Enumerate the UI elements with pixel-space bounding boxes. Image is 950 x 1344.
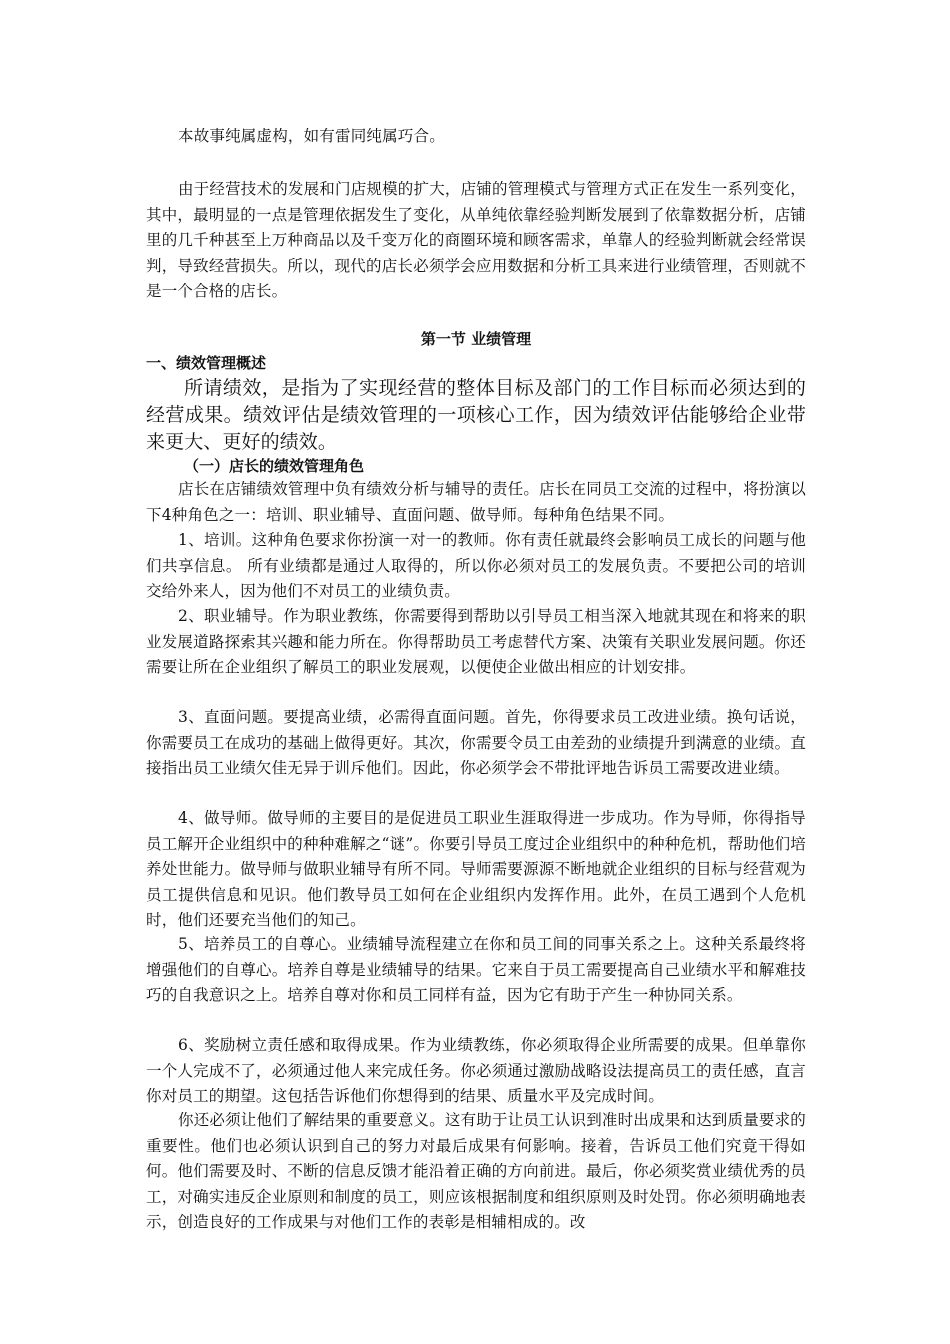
definition-paragraph: 所请绩效，是指为了实现经营的整体目标及部门的工作目标而必须达到的经营成果。绩效评估是绩效管理的一项核心工作，因为绩效评估能够给企业带来更大、更好的绩效。	[146, 377, 806, 453]
role-facing-problems-paragraph: 3、直面问题。要提高业绩，必需得直面问题。首先，你得要求员工改进业绩。换句话说，你需要员工在成功的基础上做得更好。其次，你需要令员工由差劲的业绩提升到满意的业绩。直接指出员工业绩欠佳无异于训斥他们。因此，你必须学会不带批评地告诉员工需要改进业绩。	[146, 708, 806, 777]
role-accountability-paragraph: 6、奖励树立责任感和取得成果。作为业绩教练，你必须取得企业所需要的成果。但单靠你一个人完成不了，必须通过他人来完成任务。你必须通过激励战略设法提高员工的责任感，直言你对员工的期望。这包括告诉他们你想得到的结果、质量水平及完成时间。	[146, 1036, 806, 1105]
subheading-manager-role: （一）店长的绩效管理角色	[184, 457, 365, 475]
intro-paragraph: 由于经营技术的发展和门店规模的扩大，店铺的管理模式与管理方式正在发生一系列变化，其中，最明显的一点是管理依据发生了变化，从单纯依靠经验判断发展到了依靠数据分析，店铺里的几千种甚至上万种商品以及千变万化的商圈环境和顾客需求，单靠人的经验判断就会经常误判，导致经营损失。所以，现代的店长必须学会应用数据和分析工具来进行业绩管理，否则就不是一个合格的店长。	[146, 180, 807, 300]
role-training-paragraph: 1、培训。这种角色要求你扮演一对一的教师。你有责任就最终会影响员工成长的问题与他们共享信息。 所有业绩都是通过人取得的，所以你必须对员工的发展负责。不要把公司的培训交给外来人，因为他们不对员工的业绩负责。	[146, 531, 806, 600]
disclaimer-paragraph: 本故事纯属虚构，如有雷同纯属巧合。	[178, 127, 445, 145]
role-career-coaching-paragraph: 2、职业辅导。作为职业教练，你需要得到帮助以引导员工相当深入地就其现在和将来的职业发展道路探索其兴趣和能力所在。你得帮助员工考虑替代方案、决策有关职业发展问题。你还需要让所在企业组织了解员工的职业发展观，以便使企业做出相应的计划安排。	[146, 607, 806, 676]
heading-performance-overview: 一、绩效管理概述	[146, 354, 267, 372]
closing-paragraph: 你还必须让他们了解结果的重要意义。这有助于让员工认识到准时出成果和达到质量要求的重要性。他们也必须认识到自己的努力对最后成果有何影响。接着，告诉员工他们究竟干得如何。他们需要及时、不断的信息反馈才能沿着正确的方向前进。最后，你必须奖赏业绩优秀的员工，对确实违反企业原则和制度的员工，则应该根据制度和组织原则及时处罚。你必须明确地表示，创造良好的工作成果与对他们工作的表彰是相辅相成的。改	[146, 1111, 807, 1231]
role-self-esteem-paragraph: 5、培养员工的自尊心。业绩辅导流程建立在你和员工间的同事关系之上。这种关系最终将增强他们的自尊心。培养自尊是业绩辅导的结果。它来自于员工需要提高自己业绩水平和解难技巧的自我意识之上。培养自尊对你和员工同样有益，因为它有助于产生一种协同关系。	[146, 935, 806, 1004]
section-title: 第一节 业绩管理	[420, 330, 532, 348]
roles-intro-paragraph: 店长在店铺绩效管理中负有绩效分析与辅导的责任。店长在同员工交流的过程中，将扮演以下4种角色之一：培训、职业辅导、直面问题、做导师。每种角色结果不同。	[146, 480, 807, 524]
role-mentor-paragraph: 4、做导师。做导师的主要目的是促进员工职业生涯取得进一步成功。作为导师，你得指导员工解开企业组织中的种种难解之“谜”。你要引导员工度过企业组织中的种种危机，帮助他们培养处世能力。做导师与做职业辅导有所不同。导师需要源源不断地就企业组织的目标与经营观为员工提供信息和见识。他们教导员工如何在企业组织内发挥作用。此外，在员工遇到个人危机时，他们还要充当他们的知己。	[146, 809, 806, 929]
